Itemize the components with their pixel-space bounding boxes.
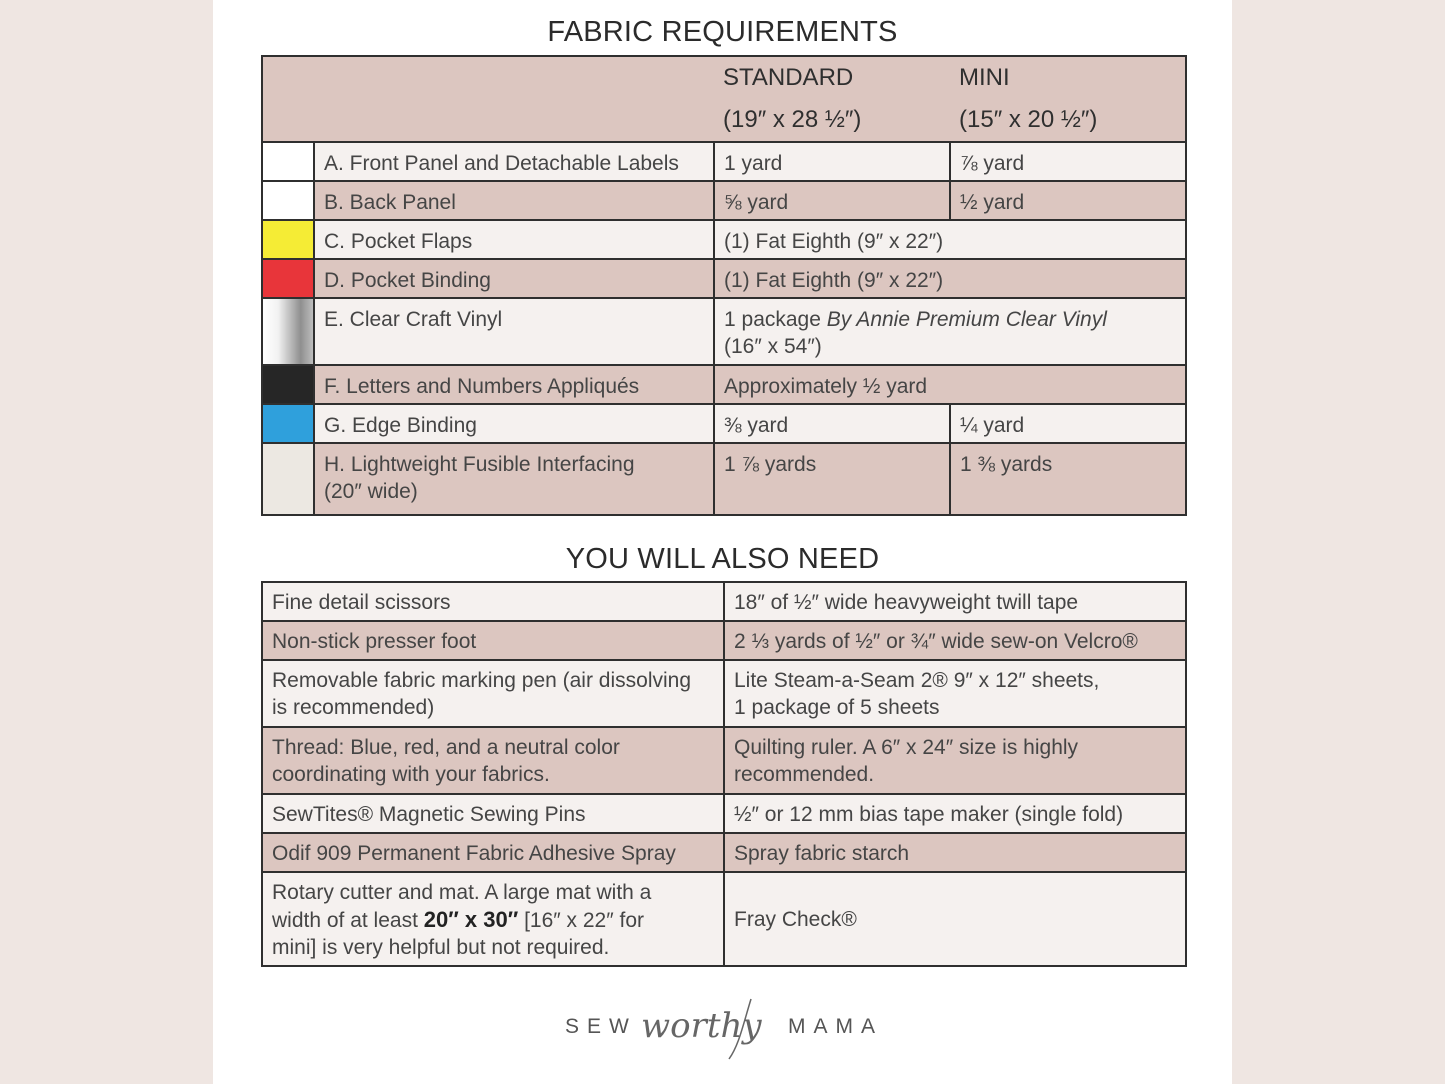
fabric-requirements-heading: FABRIC REQUIREMENTS (547, 16, 898, 48)
table-row (262, 404, 1186, 443)
standard-header: STANDARD (723, 64, 854, 91)
standard-amount: 1 yard (714, 142, 950, 181)
table-row (262, 727, 1186, 794)
amount-both: (1) Fat Eighth (9″ x 22″) (714, 220, 1186, 259)
supply-left: Fine detail scissors (262, 582, 724, 621)
table-row (262, 259, 1186, 298)
logo-script-text: worthy (641, 1006, 762, 1046)
swatch-black (262, 365, 314, 404)
mini-amount: ½ yard (950, 181, 1186, 220)
logo-text-right: MAMA (788, 1015, 883, 1038)
table-row (262, 142, 1186, 181)
table-row (262, 833, 1186, 872)
fabric-name: G. Edge Binding (314, 404, 714, 443)
amount-both: Approximately ½ yard (714, 365, 1186, 404)
also-need-heading: YOU WILL ALSO NEED (565, 543, 880, 575)
supply-right: Fray Check® (724, 872, 1186, 966)
fabric-name: H. Lightweight Fusible Interfacing (20″ wide) (314, 443, 714, 515)
mini-size: (15″ x 20 ½″) (959, 106, 1098, 133)
recipe-page (213, 0, 1232, 1084)
fabric-name: B. Back Panel (314, 181, 714, 220)
table-row (262, 181, 1186, 220)
table-row (262, 220, 1186, 259)
supply-right: 2 ⅓ yards of ½″ or ¾″ wide sew-on Velcro® (724, 621, 1186, 660)
table-row (262, 872, 1186, 966)
supply-right: Spray fabric starch (724, 833, 1186, 872)
logo-script-graphic (631, 985, 791, 1065)
standard-amount: ⅝ yard (714, 181, 950, 220)
swatch-yellow (262, 220, 314, 259)
supplies-table (261, 581, 1187, 967)
mini-amount: 1 ⅜ yards (950, 443, 1186, 515)
swatch-white (262, 142, 314, 181)
swatch-blue (262, 404, 314, 443)
supply-right: ½″ or 12 mm bias tape maker (single fold) (724, 794, 1186, 833)
table-row (262, 298, 1186, 365)
table-header-row (262, 56, 1186, 142)
supply-left: Removable fabric marking pen (air dissolving is recommended) (262, 660, 724, 727)
table-row (262, 443, 1186, 515)
logo-text-left: SEW (565, 1015, 637, 1038)
swatch-white (262, 181, 314, 220)
supply-right: Lite Steam-a-Seam 2® 9″ x 12″ sheets, 1 package of 5 sheets (724, 660, 1186, 727)
fabric-requirements-table (261, 55, 1187, 516)
fabric-name: D. Pocket Binding (314, 259, 714, 298)
amount-both: (1) Fat Eighth (9″ x 22″) (714, 259, 1186, 298)
mini-header: MINI (959, 64, 1010, 91)
table-row (262, 660, 1186, 727)
amount-both: 1 package By Annie Premium Clear Vinyl (16″ x 54″) (714, 298, 1186, 365)
supply-left: Odif 909 Permanent Fabric Adhesive Spray (262, 833, 724, 872)
table-row (262, 621, 1186, 660)
supply-right: Quilting ruler. A 6″ x 24″ size is highly recommended. (724, 727, 1186, 794)
supply-left: SewTites® Magnetic Sewing Pins (262, 794, 724, 833)
supply-left: Rotary cutter and mat. A large mat with a width of at least 20″ x 30″ [16″ x 22″ for mini] is very helpful but not required. (262, 872, 724, 966)
table-row (262, 794, 1186, 833)
supply-right: 18″ of ½″ wide heavyweight twill tape (724, 582, 1186, 621)
fabric-name: F. Letters and Numbers Appliqués (314, 365, 714, 404)
fabric-name: C. Pocket Flaps (314, 220, 714, 259)
fabric-name: A. Front Panel and Detachable Labels (314, 142, 714, 181)
mini-amount: ⅞ yard (950, 142, 1186, 181)
swatch-vinyl-gradient (262, 298, 314, 365)
standard-amount: ⅜ yard (714, 404, 950, 443)
standard-size: (19″ x 28 ½″) (723, 106, 862, 133)
swatch-red (262, 259, 314, 298)
sew-worthy-mama-logo (213, 985, 1232, 1065)
supply-left: Non-stick presser foot (262, 621, 724, 660)
supply-left: Thread: Blue, red, and a neutral color coordinating with your fabrics. (262, 727, 724, 794)
table-row (262, 582, 1186, 621)
standard-amount: 1 ⅞ yards (714, 443, 950, 515)
fabric-name: E. Clear Craft Vinyl (314, 298, 714, 365)
table-row (262, 365, 1186, 404)
mini-amount: ¼ yard (950, 404, 1186, 443)
swatch-cream (262, 443, 314, 515)
